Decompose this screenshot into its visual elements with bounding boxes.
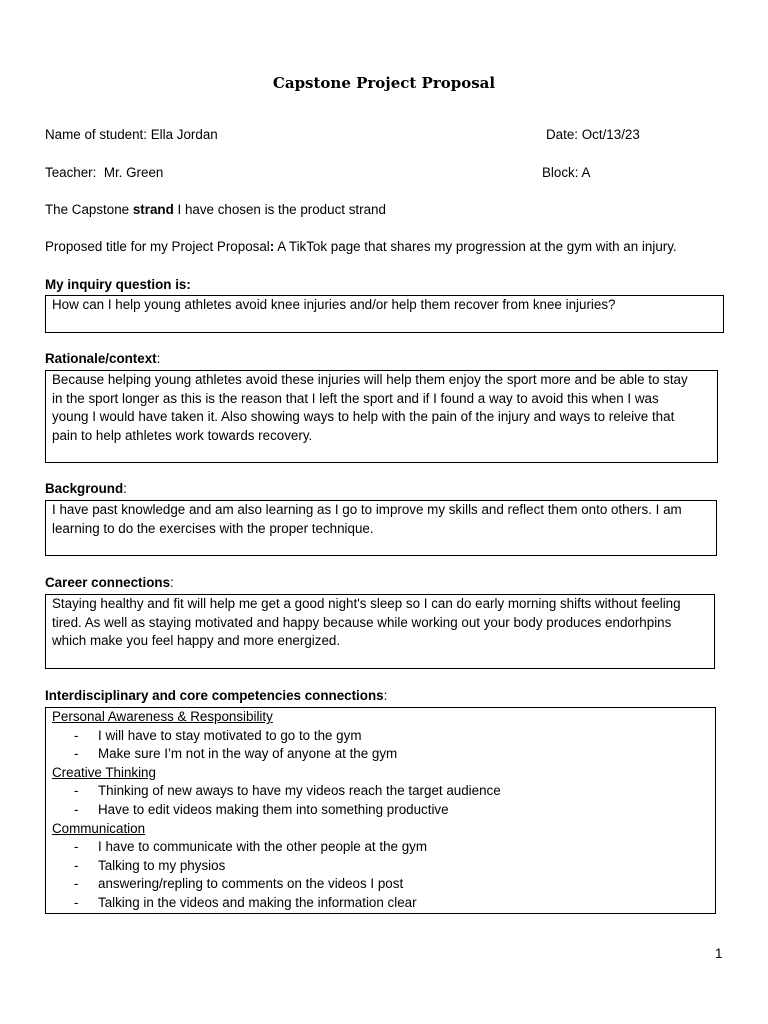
rationale-heading — [45, 350, 160, 369]
inquiry-text: How can I help young athletes avoid knee injuries and/or help them recover from knee injuries? — [52, 297, 616, 312]
rationale-line: in the sport longer as this is the reason that I left the sport and if I found a way to avoid this when I was — [52, 390, 659, 406]
list-item: - I will have to stay motivated to go to the gym — [52, 727, 709, 746]
background-heading — [45, 480, 127, 499]
proposed-title-colon: : — [269, 239, 275, 254]
list-item: - Talking in the videos and making the information clear — [52, 894, 709, 913]
competencies-heading-colon: : — [383, 688, 388, 703]
proposed-title-line — [45, 238, 677, 257]
competency-section-title: Communication — [52, 820, 146, 836]
competency-section-title: Personal Awareness & Responsibility — [52, 709, 273, 724]
career-box — [45, 594, 715, 669]
rationale-line: young I would have taken it. Also showing ways to help with the pain of the injury and ways to releive that — [52, 409, 675, 425]
strand-pre: The Capstone — [45, 202, 133, 217]
rationale-line: Because helping young athletes avoid these injuries will help them enjoy the sport more and be able to stay — [52, 372, 688, 387]
date-label: Date: — [546, 127, 579, 142]
rationale-line: pain to help athletes work towards recovery. — [52, 427, 313, 443]
career-line: tired. As well as staying motivated and happy because while working out your body produces endorhpins — [52, 614, 672, 630]
student-name-value: Ella Jordan — [150, 127, 218, 142]
teacher-line — [45, 164, 163, 183]
competency-list — [52, 727, 709, 764]
teacher-value: Mr. Green — [103, 165, 164, 180]
teacher-label: Teacher: — [45, 165, 97, 180]
rationale-box — [45, 370, 718, 463]
list-item: - Thinking of new aways to have my videos reach the target audience — [52, 782, 709, 801]
competency-list — [52, 782, 709, 819]
strand-line — [45, 201, 386, 220]
list-item: - Have to edit videos making them into something productive — [52, 801, 709, 820]
block-label: Block: — [542, 165, 579, 180]
career-heading — [45, 574, 174, 593]
strand-post: I have chosen is the product strand — [173, 202, 386, 217]
proposed-title-label: Proposed title for my Project Proposal — [45, 239, 270, 254]
career-heading-colon: : — [170, 575, 174, 590]
competencies-box — [45, 707, 716, 914]
background-box — [45, 500, 717, 556]
inquiry-box — [45, 295, 724, 333]
proposed-title-value: A TikTok page that shares my progression at the gym with an injury. — [274, 239, 677, 254]
list-item: - answering/repling to comments on the videos I post — [52, 875, 709, 894]
competencies-heading — [45, 687, 387, 706]
page-title: Capstone Project Proposal — [272, 74, 496, 92]
list-item: - Talking to my physios — [52, 857, 709, 876]
competencies-heading-text: Interdisciplinary and core competencies connections — [45, 688, 384, 703]
student-name-line — [45, 126, 218, 145]
block-value: A — [581, 165, 591, 180]
inquiry-heading: My inquiry question is: — [45, 277, 191, 292]
competency-section-title: Creative Thinking — [52, 764, 156, 780]
background-line: learning to do the exercises with the proper technique. — [52, 520, 374, 536]
date-line — [546, 126, 640, 145]
background-heading-text: Background — [45, 481, 124, 496]
competency-list — [52, 838, 709, 912]
career-heading-text: Career connections — [45, 575, 171, 590]
background-heading-colon: : — [123, 481, 127, 496]
date-value: Oct/13/23 — [581, 127, 640, 142]
student-name-label: Name of student: — [45, 127, 147, 142]
rationale-heading-text: Rationale/context — [45, 351, 157, 366]
page-number: 1 — [715, 946, 723, 961]
career-line: Staying healthy and fit will help me get a good night's sleep so I can do early morning shifts without feeling — [52, 596, 681, 611]
career-line: which make you feel happy and more energized. — [52, 633, 341, 649]
strand-bold: strand — [132, 202, 174, 217]
background-line: I have past knowledge and am also learning as I go to improve my skills and reflect them onto others. I am — [52, 502, 682, 517]
list-item: - Make sure I’m not in the way of anyone at the gym — [52, 745, 709, 764]
block-line — [542, 164, 590, 183]
rationale-heading-colon: : — [156, 351, 161, 366]
list-item: - I have to communicate with the other people at the gym — [52, 838, 709, 857]
